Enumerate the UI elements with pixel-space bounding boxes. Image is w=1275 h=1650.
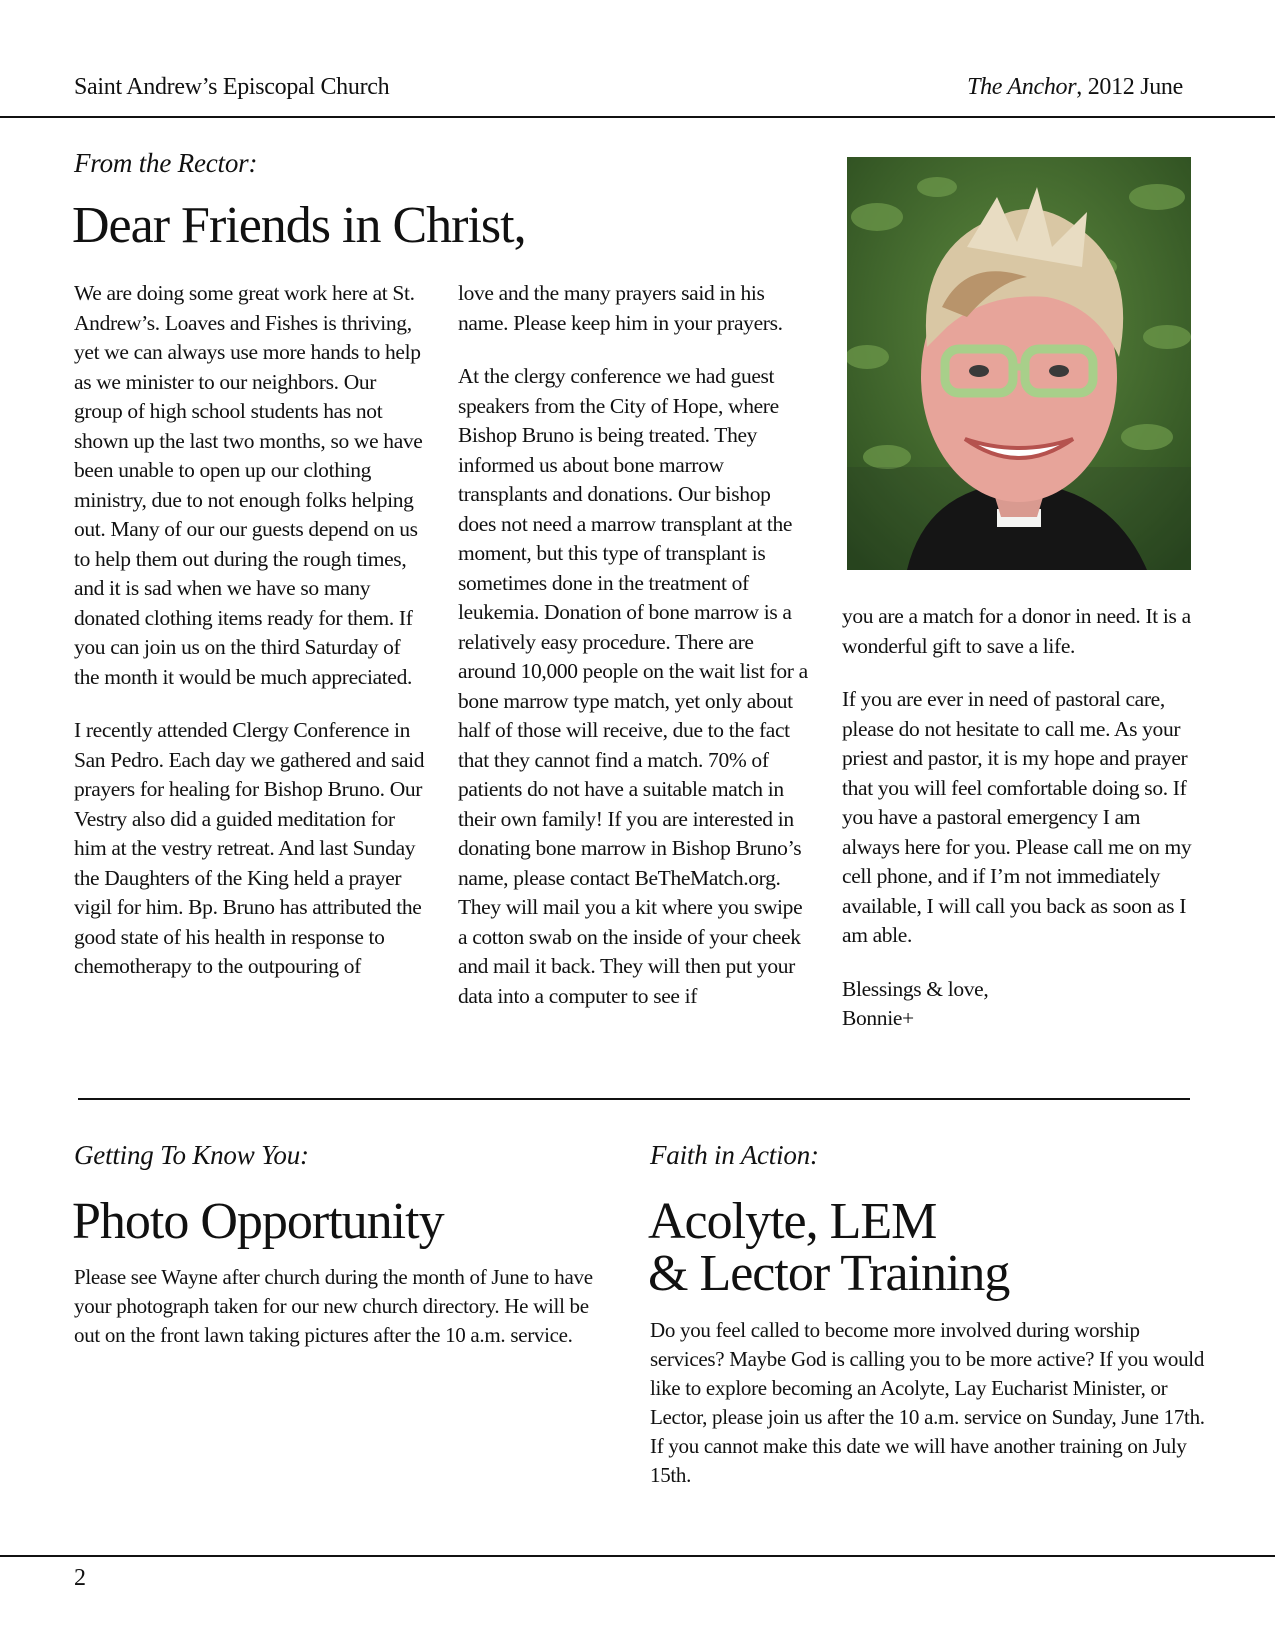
paragraph: If you are ever in need of pastoral care, please do not hesitate to call me. As your priest and pastor, it is my hope and prayer that you will feel comfortable doing so. If you have a pastoral emergency I am always here for you. Please call me on my cell phone, and if I’m not immediately available, I will call you back as soon as I am able. — [842, 687, 1192, 947]
paragraph: you are a match for a donor in need. It is a wonderful gift to save a life. — [842, 604, 1191, 658]
signoff: Blessings & love, — [842, 976, 989, 1001]
issue-info — [967, 74, 1183, 101]
header-rule — [0, 116, 1275, 118]
paragraph: I recently attended Clergy Conference in San Pedro. Each day we gathered and said prayers for healing for Bishop Bruno. Our Vestry also did a guided meditation for him at the vestry retreat. And last Sunday the Daughters of the King held a prayer vigil for him. Bp. Bruno has attributed the good state of his health in response to chemotherapy to the outpouring of — [74, 718, 425, 978]
photo-body — [74, 1263, 614, 1350]
signature: Bonnie+ — [842, 1006, 914, 1030]
church-name: Saint Andrew’s Episcopal Church — [74, 74, 390, 100]
faith-body — [650, 1316, 1205, 1490]
faith-headline-line-1: Acolyte, LEM — [648, 1193, 937, 1250]
paragraph: At the clergy conference we had guest speakers from the City of Hope, where Bishop Bruno is being treated. They informed us about bone marrow transplants and donations. Our bishop does not need a marrow transplant at the moment, but this type of transplant is sometimes done in the treatment of leukemia. Donation of bone marrow is a relatively easy procedure. There are around 10,000 people on the wait list for a bone marrow type match, yet only about half of those will receive, due to the fact that they cannot find a match. 70% of patients do not have a suitable match in their own family! If you are interested in donating bone marrow in Bishop Bruno’s name, please contact BeTheMatch.org. They will mail you a kit where you swipe a cotton swab on the inside of your cheek and mail it back. They will then put your data into a computer to see if — [458, 364, 808, 1008]
paragraph: Please see Wayne after church during the month of June to have your photograph taken for our new church directory. He will be out on the front lawn taking pictures after the 10 a.m. service. — [74, 1265, 593, 1347]
signoff-block — [842, 975, 1197, 1034]
issue-date: , 2012 June — [1076, 74, 1183, 100]
rector-headline: Dear Friends in Christ, — [72, 197, 526, 254]
photo-kicker: Getting To Know You: — [74, 1140, 309, 1170]
rector-portrait — [847, 157, 1191, 570]
faith-headline — [648, 1193, 1010, 1302]
paragraph: love and the many prayers said in his name. Please keep him in your prayers. — [458, 281, 783, 335]
portrait-illustration — [847, 157, 1191, 570]
paragraph: We are doing some great work here at St. Andrew’s. Loaves and Fishes is thriving, yet we can always use more hands to help as we minister to our neighbors. Our group of high school students has not shown up the last two months, so we have been unable to open up our clothing ministry, due to not enough folks helping out. Many of our our guests depend on us to help them out during the rough times, and it is sad when we have so many donated clothing items ready for them. If you can join us on the third Saturday of the month it would be much appreciated. — [74, 281, 423, 689]
section-divider — [78, 1098, 1190, 1100]
rector-kicker: From the Rector: — [74, 148, 258, 178]
paragraph: Do you feel called to become more involved during worship services? Maybe God is calling you to be more active? If you would like to explore becoming an Acolyte, Lay Eucharist Minister, or Lector, please join us after the 10 a.m. service on Sunday, June 17th. If you cannot make this date we will have another training on July 15th. — [650, 1318, 1205, 1487]
faith-headline-line-2: & Lector Training — [648, 1245, 1010, 1302]
rector-column-2 — [458, 279, 810, 1011]
photo-headline: Photo Opportunity — [72, 1193, 444, 1250]
publication-name: The Anchor — [967, 74, 1077, 100]
rector-column-1 — [74, 279, 429, 982]
rector-column-3 — [842, 602, 1197, 1034]
faith-kicker: Faith in Action: — [650, 1140, 819, 1170]
footer-rule — [0, 1555, 1275, 1557]
page-number: 2 — [74, 1565, 86, 1591]
